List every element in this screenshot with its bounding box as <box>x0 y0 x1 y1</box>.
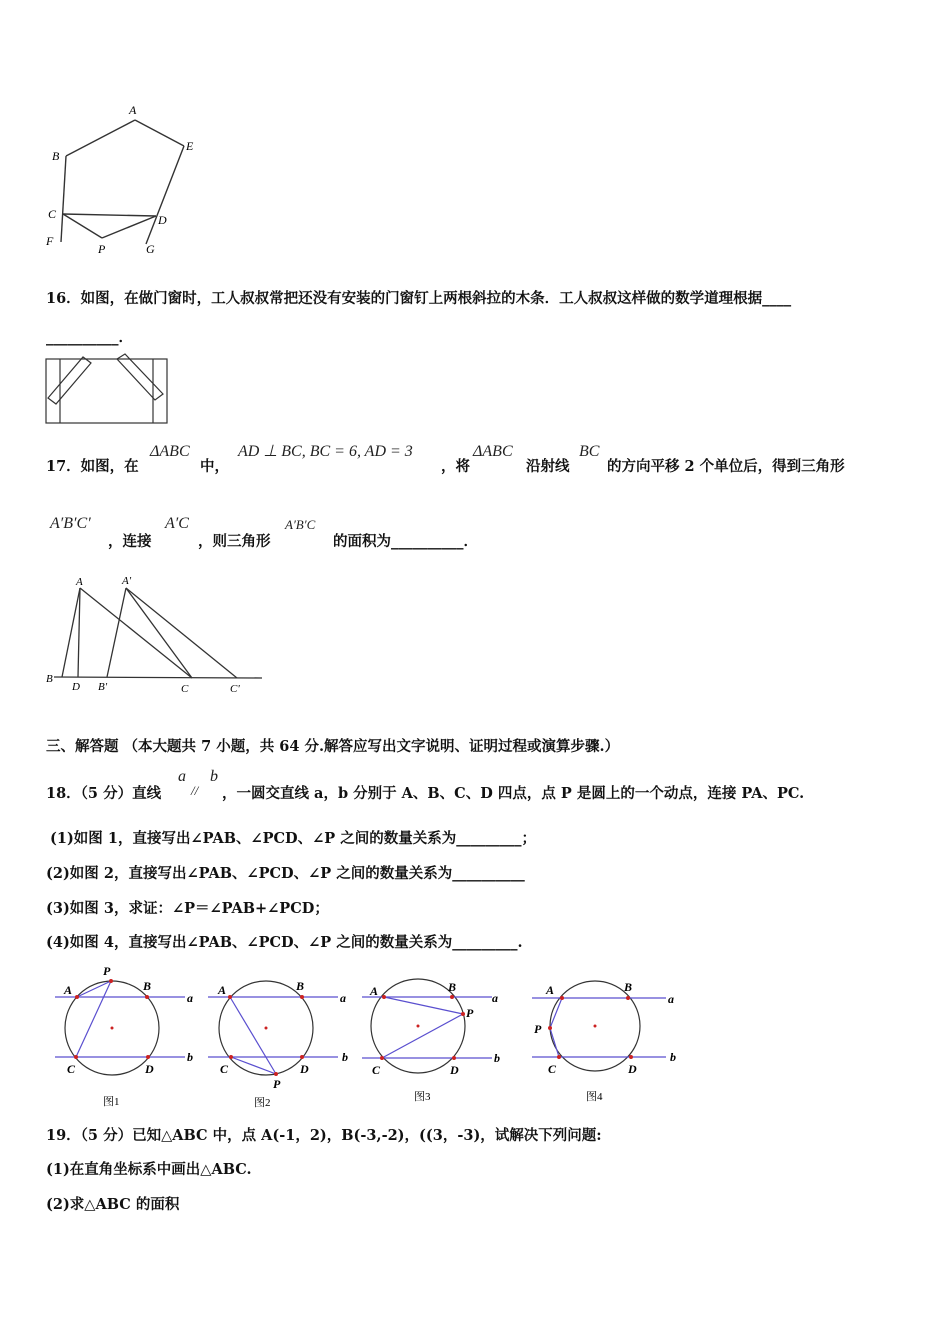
outer-frame <box>46 359 167 423</box>
label-b: B <box>624 980 633 994</box>
q18-figure-3 <box>362 962 517 1112</box>
center-dot <box>594 1025 597 1028</box>
label-line-b: b <box>342 1050 348 1064</box>
label-d: D <box>158 213 167 227</box>
segment-pa <box>77 981 111 997</box>
q17-math-conditions: AD ⊥ BC, BC = 6, AD = 3 <box>238 443 413 460</box>
q19-sub-2: (2)求△ABC 的面积 <box>46 1196 180 1213</box>
q19-sub-1: (1)在直角坐标系中画出△ABC. <box>46 1161 252 1178</box>
point-p <box>274 1072 278 1076</box>
q17-translation-diagram <box>44 572 274 702</box>
point-p <box>109 979 113 983</box>
point-b <box>626 996 630 1000</box>
label-c: C <box>220 1062 229 1076</box>
label-d: D <box>628 1062 637 1076</box>
label-c: C <box>67 1062 76 1076</box>
label-line-a: a <box>668 992 674 1006</box>
segment-pc <box>550 1028 559 1057</box>
point-c <box>229 1055 233 1059</box>
label-c: C <box>48 207 57 221</box>
q17-text-8: 的面积为__________． <box>333 533 478 550</box>
center-dot <box>111 1027 114 1030</box>
label-b: B <box>46 673 53 685</box>
label-a-prime: A' <box>122 575 132 587</box>
label-p: P <box>98 242 106 256</box>
label-g: G <box>146 242 155 256</box>
label-line-b: b <box>187 1050 193 1064</box>
q16-line2: __________． <box>46 329 133 346</box>
label-d: D <box>450 1063 459 1077</box>
point-c <box>74 1055 78 1059</box>
label-c: C <box>181 683 189 695</box>
q17-math-a1b1c: A′B′C <box>285 517 316 532</box>
label-line-b: b <box>670 1050 676 1064</box>
label-a: A <box>218 983 227 997</box>
q17-text-2: 中， <box>200 458 229 475</box>
point-d <box>300 1055 304 1059</box>
segment-ab <box>66 120 135 156</box>
point-p <box>548 1026 552 1030</box>
q18-sub-3: (3)如图 3，求证：∠P＝∠PAB+∠PCD； <box>46 900 329 917</box>
label-a: A <box>546 983 555 997</box>
label-line-a: a <box>340 991 346 1005</box>
label-d: D <box>300 1062 309 1076</box>
label-a: A <box>64 983 73 997</box>
caption: 图1 <box>103 1096 120 1108</box>
point-b <box>300 995 304 999</box>
q18-sub-4: (4)如图 4，直接写出∠PAB、∠PCD、∠P 之间的数量关系为_________. <box>46 934 523 951</box>
label-line-a: a <box>492 991 498 1005</box>
q18-math-b: b <box>210 768 218 785</box>
q16-window-frame-diagram <box>45 356 170 426</box>
label-c: C <box>548 1062 557 1076</box>
label-d: D <box>72 681 80 693</box>
label-b: B <box>52 149 60 163</box>
label-line-a: a <box>187 991 193 1005</box>
q17-text-1: 17．如图，在 <box>46 458 139 475</box>
label-a: A <box>129 103 137 117</box>
label-f: F <box>46 234 54 248</box>
segment-ab <box>62 588 80 677</box>
segment-ad <box>78 588 80 677</box>
point-c <box>380 1056 384 1060</box>
caption: 图4 <box>586 1091 603 1103</box>
q18-math-parallel: // <box>191 783 199 798</box>
q18-text-1: 18．（5 分）直线 <box>46 785 162 802</box>
label-p: P <box>273 1077 281 1091</box>
q17-text-3: ，将 <box>441 458 470 475</box>
label-b: B <box>448 980 457 994</box>
q18-figure-4 <box>532 962 687 1112</box>
q17-math-a1b1c1: A′B′C′ <box>50 515 91 532</box>
q18-math-a: a <box>178 768 186 785</box>
point-d <box>452 1056 456 1060</box>
label-p: P <box>466 1006 474 1020</box>
q16-line1: 16．如图，在做门窗时，工人叔叔常把还没有安装的门窗钉上两根斜拉的木条．工人叔叔这样做的数学道理根据____ <box>46 290 792 307</box>
label-p: P <box>103 964 111 978</box>
center-dot <box>417 1025 420 1028</box>
label-c-prime: C' <box>230 683 240 695</box>
point-d <box>146 1055 150 1059</box>
diagonal-brace-right <box>117 354 163 400</box>
q18-text-2: ，一圆交直线 a，b 分别于 A、B、C、D 四点，点 P 是圆上的一个动点，连接 PA、PC. <box>222 785 805 802</box>
segment-bf <box>61 156 66 242</box>
q18-figure-2 <box>208 962 358 1112</box>
point-a <box>382 995 386 999</box>
point-b <box>145 995 149 999</box>
q17-math-triangle-abc-2: ΔABC <box>473 443 513 460</box>
label-line-b: b <box>494 1051 500 1065</box>
q17-text-7: ，则三角形 <box>198 533 271 550</box>
point-a <box>75 995 79 999</box>
segment-pa <box>230 997 276 1074</box>
q17-math-triangle-abc: ΔABC <box>150 443 190 460</box>
q17-math-bc: BC <box>579 443 600 460</box>
segment-cp <box>63 214 102 238</box>
label-d: D <box>145 1062 154 1076</box>
segment-pa <box>384 997 463 1014</box>
section-3-title: 三、解答题 （本大题共 7 小题，共 64 分.解答应写出文字说明、证明过程或演算步骤.） <box>46 738 620 755</box>
q18-figure-1 <box>55 962 205 1112</box>
diagonal-brace-left <box>48 357 91 404</box>
segment-pc <box>382 1014 463 1058</box>
point-a <box>228 995 232 999</box>
label-a: A <box>370 984 379 998</box>
q17-text-5: 的方向平移 2 个单位后，得到三角形 <box>607 458 845 475</box>
label-p: P <box>534 1022 542 1036</box>
point-c <box>557 1055 561 1059</box>
segment-ae <box>135 120 184 146</box>
point-a <box>560 996 564 1000</box>
label-b: B <box>143 979 152 993</box>
label-e: E <box>186 139 194 153</box>
segment-eg <box>146 146 184 244</box>
center-dot <box>265 1027 268 1030</box>
ray-bc <box>54 677 262 678</box>
label-b-prime: B' <box>98 681 108 693</box>
q17-math-a1c: A′C <box>165 515 189 532</box>
q19-line1: 19．（5 分）已知△ABC 中，点 A(-1，2)，B(-3,-2)，((3，-3)，试解决下列问题: <box>46 1127 602 1144</box>
segment-cd <box>63 214 156 216</box>
caption: 图2 <box>254 1097 271 1109</box>
label-b: B <box>296 979 305 993</box>
label-c: C <box>372 1063 381 1077</box>
fig15-pentagon-diagram <box>40 100 210 260</box>
point-p <box>461 1012 465 1016</box>
q17-text-4: 沿射线 <box>526 458 570 475</box>
q18-sub-1: (1)如图 1，直接写出∠PAB、∠PCD、∠P 之间的数量关系为_________； <box>50 830 536 847</box>
q18-sub-2: (2)如图 2，直接写出∠PAB、∠PCD、∠P 之间的数量关系为__________ <box>46 865 525 882</box>
q17-text-6: ，连接 <box>108 533 152 550</box>
point-d <box>629 1055 633 1059</box>
segment-pd <box>102 216 156 238</box>
caption: 图3 <box>414 1091 431 1103</box>
label-a: A <box>76 576 83 588</box>
point-b <box>450 995 454 999</box>
segment-a1b1 <box>107 588 126 677</box>
